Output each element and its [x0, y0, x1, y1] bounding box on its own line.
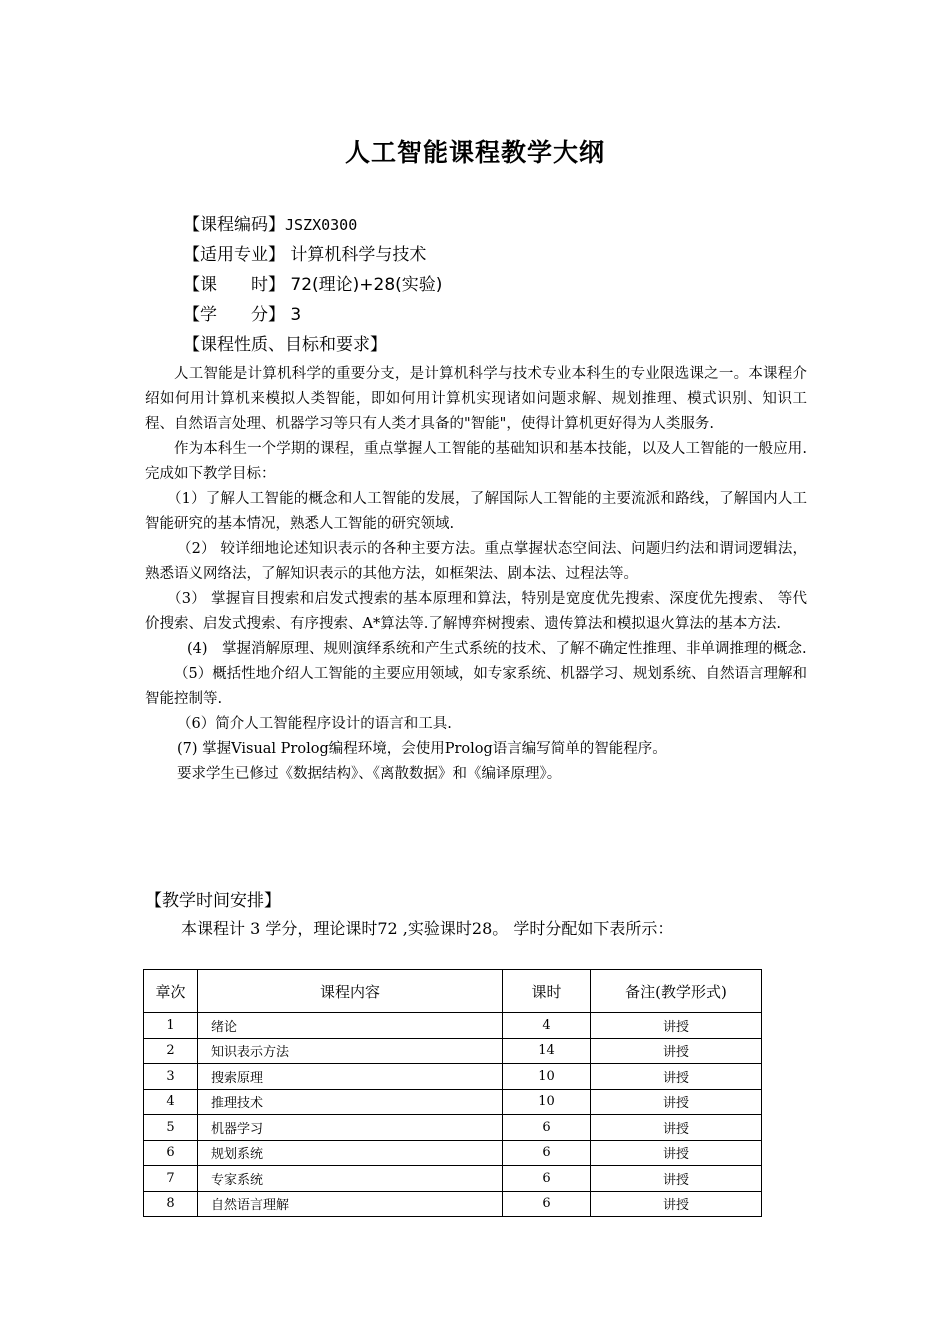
schedule-heading: 【教学时间安排】	[145, 891, 281, 911]
goal-item-2: （2） 较详细地论述知识表示的各种主要方法。重点掌握状态空间法、问题归约法和谓词逻辑法，熟悉语义网络法，了解知识表示的其他方法，如框架法、剧本法、过程法等。	[145, 541, 807, 582]
credits-label: 【学 分】	[183, 305, 285, 325]
major-label: 【适用专业】	[183, 245, 285, 265]
nature-label: 【课程性质、目标和要求】	[183, 335, 387, 355]
goal-item-4: (4) 掌握消解原理、规则演绎系统和产生式系统的技术、了解不确定性推理、非单调推理的概念.	[187, 641, 807, 657]
course-code-label: 【课程编码】	[183, 215, 285, 235]
table-row	[144, 1038, 762, 1064]
cell-note: 讲授	[591, 1166, 762, 1192]
table-row	[144, 1013, 762, 1039]
cell-content: 规划系统	[198, 1140, 503, 1166]
table-row	[144, 1064, 762, 1090]
cell-chapter: 3	[144, 1064, 198, 1090]
cell-content: 机器学习	[198, 1115, 503, 1141]
cell-chapter: 4	[144, 1089, 198, 1115]
cell-chapter: 5	[144, 1115, 198, 1141]
page-title: 人工智能课程教学大纲	[344, 138, 605, 167]
cell-note: 讲授	[591, 1191, 762, 1217]
header-hours: 课时	[503, 970, 591, 1013]
nature-heading	[183, 333, 387, 357]
prerequisite-paragraph: 要求学生已修过《数据结构》、《离散数据》和《编译原理》。	[177, 766, 562, 782]
cell-content: 自然语言理解	[198, 1191, 503, 1217]
hours-label: 【课 时】	[183, 275, 285, 295]
table-row	[144, 1089, 762, 1115]
schedule-table	[143, 969, 762, 1217]
header-chapter: 章次	[144, 970, 198, 1013]
cell-hours: 6	[503, 1115, 591, 1141]
goal-item-6: （6）简介人工智能程序设计的语言和工具.	[177, 716, 452, 732]
table-row	[144, 1115, 762, 1141]
table-row	[144, 1166, 762, 1192]
cell-content: 知识表示方法	[198, 1038, 503, 1064]
credits-value: 3	[290, 305, 302, 325]
goal-paragraph: 作为本科生一个学期的课程，重点掌握人工智能的基础知识和基本技能，以及人工智能的一般应用. 完成如下教学目标：	[145, 441, 807, 482]
cell-note: 讲授	[591, 1115, 762, 1141]
course-code-line	[183, 213, 357, 237]
goal-item-5: （5）概括性地介绍人工智能的主要应用领域，如专家系统、机器学习、规划系统、自然语言理解和智能控制等.	[145, 666, 807, 707]
major-line	[183, 243, 426, 267]
cell-chapter: 1	[144, 1013, 198, 1039]
cell-hours: 4	[503, 1013, 591, 1039]
goal-item-1: （1）了解人工智能的概念和人工智能的发展，了解国际人工智能的主要流派和路线，了解国内人工智能研究的基本情况，熟悉人工智能的研究领域.	[145, 491, 807, 532]
cell-hours: 6	[503, 1166, 591, 1192]
course-description	[145, 362, 807, 787]
goal-item-3: （3） 掌握盲目搜索和启发式搜索的基本原理和算法，特别是宽度优先搜索、深度优先搜索、 等代价搜索、启发式搜索、有序搜索、A*算法等.了解博弈树搜索、遗传算法和模拟退火算法的基本方法.	[145, 591, 807, 632]
hours-line	[183, 273, 442, 297]
table-row	[144, 1140, 762, 1166]
table-row	[144, 1191, 762, 1217]
major-value: 计算机科学与技术	[290, 245, 427, 265]
intro-paragraph: 人工智能是计算机科学的重要分支，是计算机科学与技术专业本科生的专业限选课之一。本课程介绍如何用计算机来模拟人类智能，即如何用计算机实现诸如问题求解、规划推理、模式识别、知识工程、自然语言处理、机器学习等只有人类才具备的"智能"，使得计算机更好得为人类服务.	[145, 366, 807, 432]
cell-chapter: 8	[144, 1191, 198, 1217]
hours-allocation-text: 本课程计 3 学分，理论课时72 ,实验课时28。 学时分配如下表所示：	[181, 919, 674, 938]
hours-value: 72(理论)+28(实验)	[290, 275, 443, 295]
cell-chapter: 6	[144, 1140, 198, 1166]
cell-chapter: 2	[144, 1038, 198, 1064]
cell-chapter: 7	[144, 1166, 198, 1192]
cell-hours: 6	[503, 1191, 591, 1217]
course-code-value: JSZX0300	[285, 216, 358, 234]
cell-note: 讲授	[591, 1038, 762, 1064]
cell-note: 讲授	[591, 1064, 762, 1090]
cell-note: 讲授	[591, 1089, 762, 1115]
credits-line	[183, 303, 301, 327]
cell-content: 推理技术	[198, 1089, 503, 1115]
cell-hours: 6	[503, 1140, 591, 1166]
goal-item-7: (7) 掌握Visual Prolog编程环境，会使用Prolog语言编写简单的智能程序。	[177, 741, 667, 757]
cell-content: 专家系统	[198, 1166, 503, 1192]
table-header-row	[144, 970, 762, 1013]
cell-note: 讲授	[591, 1140, 762, 1166]
cell-content: 绪论	[198, 1013, 503, 1039]
cell-hours: 10	[503, 1089, 591, 1115]
header-content: 课程内容	[198, 970, 503, 1013]
cell-hours: 14	[503, 1038, 591, 1064]
cell-note: 讲授	[591, 1013, 762, 1039]
cell-hours: 10	[503, 1064, 591, 1090]
cell-content: 搜索原理	[198, 1064, 503, 1090]
header-note: 备注(教学形式)	[591, 970, 762, 1013]
